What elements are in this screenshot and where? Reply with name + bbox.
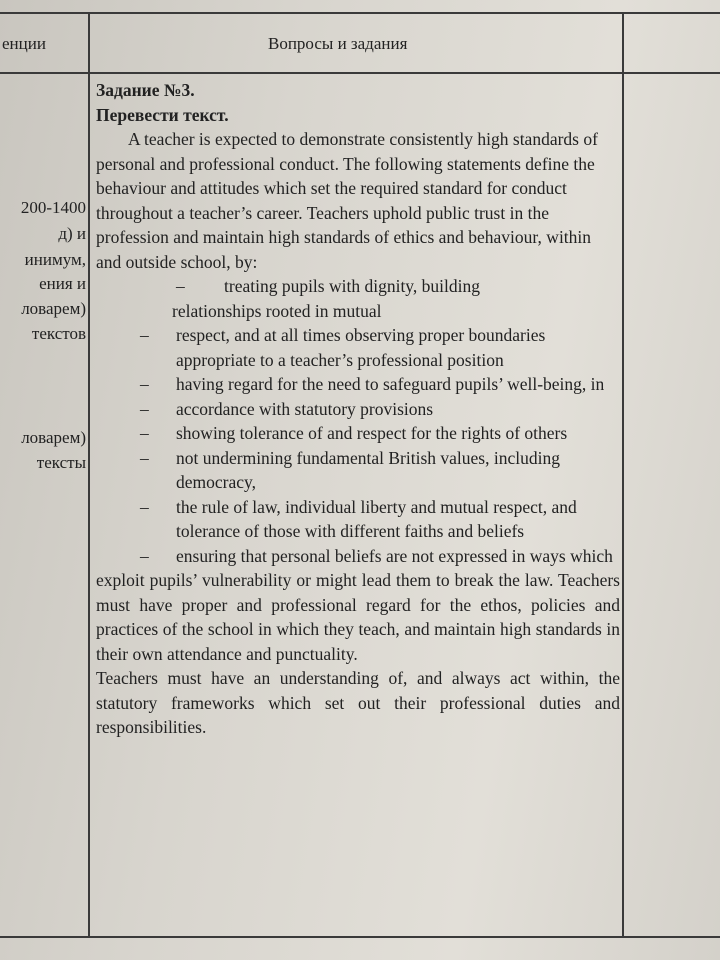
task-content bbox=[96, 78, 620, 740]
left-col-line: инимум, bbox=[24, 250, 86, 269]
left-col-line: д) и bbox=[58, 224, 86, 243]
task-title: Задание №3. bbox=[96, 80, 195, 100]
left-col-line: текстов bbox=[31, 324, 86, 343]
column-divider-left bbox=[88, 12, 90, 936]
left-col-line: ловарем) bbox=[21, 299, 86, 318]
list-item-text: treating pupils with dignity, building bbox=[224, 276, 481, 296]
list-item bbox=[96, 274, 620, 323]
intro-paragraph: A teacher is expected to demonstrate consistently high standards of personal and professional conduct. The following statements define the behaviour and attitudes which set the required standard for conduct throughout a teacher’s career. Teachers uphold public trust in the profession and maintain high standards of ethics and behaviour, within and outside school, by: bbox=[96, 129, 598, 272]
header-right-column: Вопросы и задания bbox=[268, 34, 408, 53]
list-dash: – bbox=[140, 423, 149, 443]
task-subtitle: Перевести текст. bbox=[96, 104, 229, 125]
conduct-list bbox=[96, 274, 620, 568]
list-item-text: accordance with statutory provisions bbox=[176, 398, 434, 419]
list-item-text: having regard for the need to safeguard pupils’ well-being, in bbox=[176, 374, 605, 394]
header-bottom-border bbox=[0, 72, 720, 74]
list-item-text: ensuring that personal beliefs are not expressed in ways which bbox=[176, 545, 613, 566]
list-item-text: not undermining fundamental British values, including democracy, bbox=[176, 447, 560, 492]
list-item bbox=[96, 421, 620, 446]
column-divider-right bbox=[622, 12, 624, 936]
list-item bbox=[96, 446, 620, 495]
list-item bbox=[96, 495, 620, 544]
closing-paragraph-1: exploit pupils’ vulnerability or might lead them to break the law. Teachers must have proper and professional regard for the ethos, policies and practices of the school in which they teach, and maintain high standards in their own attendance and punctuality. bbox=[96, 570, 620, 664]
list-dash: – bbox=[140, 325, 149, 345]
list-item bbox=[96, 323, 620, 372]
list-item-text: the rule of law, individual liberty and mutual respect, and tolerance of those with different faiths and beliefs bbox=[176, 496, 577, 541]
header-left-column: енции bbox=[2, 34, 46, 53]
list-dash: – bbox=[140, 496, 149, 517]
list-dash: – bbox=[140, 545, 149, 566]
list-item bbox=[96, 544, 620, 569]
left-col-line: ловарем) bbox=[21, 428, 86, 447]
list-dash: – bbox=[140, 398, 149, 419]
list-dash: – bbox=[140, 374, 149, 394]
list-dash: – bbox=[140, 447, 149, 468]
list-item-continuation: relationships rooted in mutual bbox=[172, 300, 382, 321]
left-col-line: 200-1400 bbox=[20, 198, 86, 217]
table-top-border bbox=[0, 12, 720, 14]
list-dash: – bbox=[176, 276, 185, 296]
list-item-text: showing tolerance of and respect for the rights of others bbox=[176, 423, 568, 443]
left-col-line: ения и bbox=[39, 274, 86, 293]
list-item bbox=[96, 372, 620, 397]
left-col-line: тексты bbox=[36, 453, 86, 472]
list-item bbox=[96, 397, 620, 422]
closing-paragraph-2: Teachers must have an understanding of, and always act within, the statutory frameworks which set out their professional duties and responsibilities. bbox=[96, 668, 620, 737]
list-item-text: respect, and at all times observing proper boundaries appropriate to a teacher’s professional position bbox=[176, 325, 546, 370]
table-bottom-border bbox=[0, 936, 720, 938]
